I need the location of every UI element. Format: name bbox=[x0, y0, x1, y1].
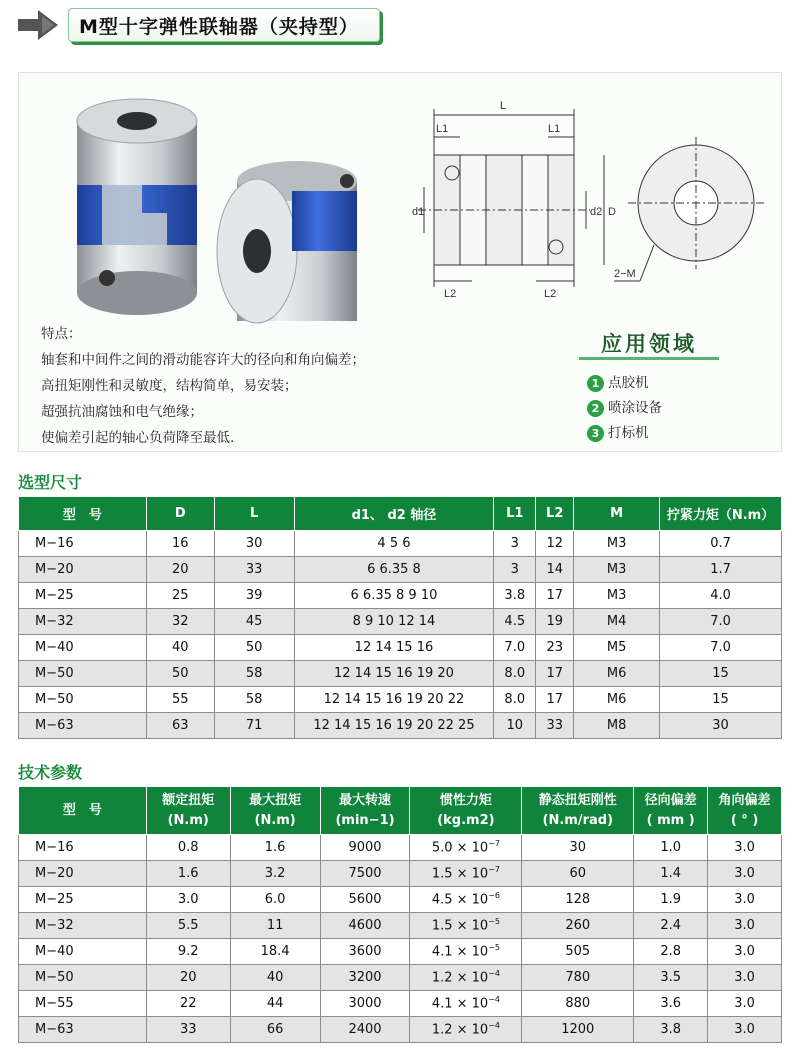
model-cell: M−16 bbox=[19, 531, 147, 557]
table-cell: 2400 bbox=[320, 1017, 410, 1043]
table-cell: 18.4 bbox=[230, 939, 320, 965]
table-row bbox=[19, 687, 782, 713]
inertia-base: 4.1 × 10 bbox=[431, 996, 489, 1012]
table-row bbox=[19, 939, 782, 965]
table-row bbox=[19, 583, 782, 609]
table-cell: 30 bbox=[214, 531, 294, 557]
header-line: 最大扭矩 bbox=[249, 792, 302, 808]
table-cell: M3 bbox=[574, 583, 660, 609]
selection-title: 选型尺寸 bbox=[18, 473, 83, 492]
feature-panel bbox=[18, 72, 782, 452]
header-line: 角向偏差 bbox=[718, 792, 771, 808]
application-label: 点胶机 bbox=[608, 375, 649, 391]
table-cell: M4 bbox=[574, 609, 660, 635]
table-row bbox=[19, 635, 782, 661]
table-cell: 40 bbox=[230, 965, 320, 991]
table-cell: 30 bbox=[660, 713, 782, 739]
column-header bbox=[410, 787, 522, 835]
table-cell: 33 bbox=[536, 713, 574, 739]
feature-item: 高扭矩刚性和灵敏度，结构简单，易安装； bbox=[41, 378, 298, 394]
table-row bbox=[19, 965, 782, 991]
label-L2-left: L2 bbox=[444, 288, 457, 300]
model-cell: M−32 bbox=[19, 609, 147, 635]
table-cell: 30 bbox=[522, 835, 634, 861]
table-cell: 3.0 bbox=[708, 965, 782, 991]
table-cell: 4.5 bbox=[494, 609, 536, 635]
inertia-base: 1.2 × 10 bbox=[431, 970, 489, 986]
product-photo bbox=[47, 93, 377, 333]
table-cell: 3200 bbox=[320, 965, 410, 991]
column-header bbox=[634, 787, 708, 835]
inertia-base: 1.5 × 10 bbox=[431, 866, 489, 882]
application-item bbox=[587, 371, 662, 396]
inertia-exponent: −5 bbox=[488, 917, 500, 927]
table-row bbox=[19, 557, 782, 583]
table-cell: 1200 bbox=[522, 1017, 634, 1043]
table-cell: M5 bbox=[574, 635, 660, 661]
table-cell: 71 bbox=[214, 713, 294, 739]
specs-table bbox=[18, 786, 782, 1043]
inertia-base: 4.1 × 10 bbox=[431, 944, 489, 960]
table-cell: M6 bbox=[574, 661, 660, 687]
inertia-cell bbox=[410, 991, 522, 1017]
table-cell: 63 bbox=[146, 713, 214, 739]
table-cell: 260 bbox=[522, 913, 634, 939]
label-d1: d1 bbox=[412, 206, 425, 218]
header-line: 径向偏差 bbox=[644, 792, 697, 808]
table-cell: 3 bbox=[494, 531, 536, 557]
label-d2: d2 bbox=[590, 206, 603, 218]
table-cell: 12 14 15 16 19 20 bbox=[294, 661, 494, 687]
table-cell: 8 9 10 12 14 bbox=[294, 609, 494, 635]
header-unit: (kg.m2) bbox=[437, 812, 495, 828]
inertia-base: 4.5 × 10 bbox=[431, 892, 489, 908]
number-badge: 2 bbox=[587, 400, 604, 417]
inertia-exponent: −4 bbox=[488, 995, 500, 1005]
table-cell: 16 bbox=[146, 531, 214, 557]
table-cell: 12 14 15 16 bbox=[294, 635, 494, 661]
table-cell: 3.0 bbox=[708, 913, 782, 939]
table-row bbox=[19, 991, 782, 1017]
header-unit: (min−1) bbox=[335, 812, 395, 828]
table-cell: 55 bbox=[146, 687, 214, 713]
table-cell: 50 bbox=[214, 635, 294, 661]
title-box bbox=[68, 8, 380, 42]
column-header bbox=[522, 787, 634, 835]
model-cell: M−16 bbox=[19, 835, 147, 861]
inertia-cell bbox=[410, 965, 522, 991]
inertia-exponent: −7 bbox=[488, 865, 500, 875]
inertia-base: 1.5 × 10 bbox=[431, 918, 489, 934]
table-cell: 3 bbox=[494, 557, 536, 583]
column-header bbox=[320, 787, 410, 835]
table-cell: 3.2 bbox=[230, 861, 320, 887]
table-cell: 6 6.35 8 9 10 bbox=[294, 583, 494, 609]
table-row bbox=[19, 835, 782, 861]
table-cell: 8.0 bbox=[494, 661, 536, 687]
column-header bbox=[19, 787, 147, 835]
table-cell: 2.8 bbox=[634, 939, 708, 965]
model-cell: M−50 bbox=[19, 687, 147, 713]
column-header: L2 bbox=[536, 497, 574, 531]
table-cell: 3.5 bbox=[634, 965, 708, 991]
table-cell: 22 bbox=[146, 991, 230, 1017]
number-badge: 3 bbox=[587, 425, 604, 442]
inertia-exponent: −7 bbox=[488, 839, 500, 849]
header-unit: ( ° ) bbox=[730, 812, 759, 828]
features-list bbox=[41, 321, 365, 451]
column-header: 型 号 bbox=[19, 497, 147, 531]
table-cell: 7.0 bbox=[660, 609, 782, 635]
label-L2-right: L2 bbox=[544, 288, 557, 300]
application-label: 喷涂设备 bbox=[608, 400, 662, 416]
table-cell: 7500 bbox=[320, 861, 410, 887]
table-cell: 1.6 bbox=[146, 861, 230, 887]
table-cell: 45 bbox=[214, 609, 294, 635]
table-row bbox=[19, 1017, 782, 1043]
inertia-cell bbox=[410, 913, 522, 939]
dimension-drawing bbox=[414, 95, 769, 305]
number-badge: 1 bbox=[587, 375, 604, 392]
inertia-exponent: −4 bbox=[488, 1021, 500, 1031]
inertia-cell bbox=[410, 835, 522, 861]
column-header: L1 bbox=[494, 497, 536, 531]
table-cell: 3.0 bbox=[708, 991, 782, 1017]
table-cell: 9000 bbox=[320, 835, 410, 861]
inertia-cell bbox=[410, 939, 522, 965]
table-cell: 20 bbox=[146, 965, 230, 991]
specs-title: 技术参数 bbox=[18, 763, 83, 782]
column-header: d1、 d2 轴径 bbox=[294, 497, 494, 531]
model-cell: M−25 bbox=[19, 583, 147, 609]
feature-item: 轴套和中间件之间的滑动能容许大的径向和角向偏差； bbox=[41, 352, 365, 368]
table-cell: 505 bbox=[522, 939, 634, 965]
label-M: 2−M bbox=[614, 268, 636, 280]
table-cell: 4600 bbox=[320, 913, 410, 939]
table-cell: M6 bbox=[574, 687, 660, 713]
table-cell: 8.0 bbox=[494, 687, 536, 713]
model-cell: M−40 bbox=[19, 635, 147, 661]
table-cell: 9.2 bbox=[146, 939, 230, 965]
table-cell: 12 bbox=[536, 531, 574, 557]
table-row bbox=[19, 887, 782, 913]
table-cell: 23 bbox=[536, 635, 574, 661]
table-cell: 7.0 bbox=[494, 635, 536, 661]
table-cell: 20 bbox=[146, 557, 214, 583]
table-cell: 3000 bbox=[320, 991, 410, 1017]
model-cell: M−63 bbox=[19, 713, 147, 739]
page-header bbox=[18, 6, 778, 42]
table-cell: 15 bbox=[660, 687, 782, 713]
model-cell: M−55 bbox=[19, 991, 147, 1017]
model-cell: M−32 bbox=[19, 913, 147, 939]
page-title: M型十字弹性联轴器（夹持型） bbox=[79, 15, 359, 38]
table-cell: 33 bbox=[214, 557, 294, 583]
table-row bbox=[19, 713, 782, 739]
label-L1-right: L1 bbox=[548, 123, 561, 135]
table-cell: 5600 bbox=[320, 887, 410, 913]
table-cell: 32 bbox=[146, 609, 214, 635]
inertia-cell bbox=[410, 861, 522, 887]
table-cell: 58 bbox=[214, 661, 294, 687]
model-cell: M−63 bbox=[19, 1017, 147, 1043]
table-cell: 6.0 bbox=[230, 887, 320, 913]
table-cell: 128 bbox=[522, 887, 634, 913]
table-row bbox=[19, 861, 782, 887]
header-line: 额定扭矩 bbox=[162, 792, 215, 808]
table-cell: 12 14 15 16 19 20 22 bbox=[294, 687, 494, 713]
model-cell: M−40 bbox=[19, 939, 147, 965]
model-cell: M−50 bbox=[19, 661, 147, 687]
table-cell: 3.0 bbox=[146, 887, 230, 913]
table-cell: 17 bbox=[536, 661, 574, 687]
table-cell: M3 bbox=[574, 557, 660, 583]
application-item bbox=[587, 421, 662, 446]
table-cell: 12 14 15 16 19 20 22 25 bbox=[294, 713, 494, 739]
inertia-cell bbox=[410, 1017, 522, 1043]
arrow-right-icon bbox=[18, 10, 62, 40]
table-cell: 5.5 bbox=[146, 913, 230, 939]
table-cell: 3.0 bbox=[708, 939, 782, 965]
header-unit: (N.m) bbox=[254, 812, 296, 828]
model-cell: M−50 bbox=[19, 965, 147, 991]
label-L: L bbox=[500, 100, 507, 112]
model-cell: M−25 bbox=[19, 887, 147, 913]
table-cell: 1.4 bbox=[634, 861, 708, 887]
table-cell: 880 bbox=[522, 991, 634, 1017]
table-cell: 58 bbox=[214, 687, 294, 713]
table-cell: 1.9 bbox=[634, 887, 708, 913]
table-cell: 7.0 bbox=[660, 635, 782, 661]
inertia-exponent: −4 bbox=[488, 969, 500, 979]
header-line: 惯性力矩 bbox=[439, 792, 492, 808]
inertia-exponent: −5 bbox=[488, 943, 500, 953]
application-label: 打标机 bbox=[608, 425, 649, 441]
column-header: 拧紧力矩（N.m） bbox=[660, 497, 782, 531]
column-header: L bbox=[214, 497, 294, 531]
table-cell: 1.7 bbox=[660, 557, 782, 583]
table-cell: 39 bbox=[214, 583, 294, 609]
header-line: 静态扭矩刚性 bbox=[538, 792, 617, 808]
label-L1-left: L1 bbox=[436, 123, 449, 135]
table-cell: 44 bbox=[230, 991, 320, 1017]
table-cell: 3.6 bbox=[634, 991, 708, 1017]
column-header: M bbox=[574, 497, 660, 531]
applications-list bbox=[587, 371, 662, 446]
table-cell: 3600 bbox=[320, 939, 410, 965]
feature-item: 使偏差引起的轴心负荷降至最低. bbox=[41, 430, 235, 446]
table-cell: 4 5 6 bbox=[294, 531, 494, 557]
header-line: 最大转速 bbox=[339, 792, 392, 808]
table-cell: 3.0 bbox=[708, 887, 782, 913]
column-header bbox=[146, 787, 230, 835]
table-cell: 3.0 bbox=[708, 861, 782, 887]
column-header bbox=[708, 787, 782, 835]
table-cell: 3.0 bbox=[708, 835, 782, 861]
applications-title: 应用领域 bbox=[579, 328, 719, 360]
column-header: D bbox=[146, 497, 214, 531]
header-line: 型 号 bbox=[62, 802, 102, 818]
table-cell: 25 bbox=[146, 583, 214, 609]
features-heading: 特点： bbox=[41, 326, 82, 342]
table-row bbox=[19, 661, 782, 687]
table-cell: 19 bbox=[536, 609, 574, 635]
table-cell: 0.7 bbox=[660, 531, 782, 557]
table-row bbox=[19, 609, 782, 635]
table-cell: 50 bbox=[146, 661, 214, 687]
header-unit: (N.m) bbox=[167, 812, 209, 828]
inertia-exponent: −6 bbox=[488, 891, 500, 901]
table-cell: 0.8 bbox=[146, 835, 230, 861]
table-cell: 11 bbox=[230, 913, 320, 939]
model-cell: M−20 bbox=[19, 861, 147, 887]
table-row bbox=[19, 531, 782, 557]
table-cell: 66 bbox=[230, 1017, 320, 1043]
inertia-base: 1.2 × 10 bbox=[431, 1022, 489, 1038]
feature-item: 超强抗油腐蚀和电气绝缘； bbox=[41, 404, 203, 420]
table-cell: 3.0 bbox=[708, 1017, 782, 1043]
table-row bbox=[19, 913, 782, 939]
application-item bbox=[587, 396, 662, 421]
table-cell: 3.8 bbox=[494, 583, 536, 609]
model-cell: M−20 bbox=[19, 557, 147, 583]
inertia-base: 5.0 × 10 bbox=[431, 840, 489, 856]
table-cell: 3.8 bbox=[634, 1017, 708, 1043]
table-cell: 33 bbox=[146, 1017, 230, 1043]
header-unit: (N.m/rad) bbox=[542, 812, 614, 828]
table-cell: M3 bbox=[574, 531, 660, 557]
table-cell: 14 bbox=[536, 557, 574, 583]
table-cell: 17 bbox=[536, 583, 574, 609]
table-cell: 10 bbox=[494, 713, 536, 739]
table-cell: 6 6.35 8 bbox=[294, 557, 494, 583]
table-cell: 2.4 bbox=[634, 913, 708, 939]
table-cell: 780 bbox=[522, 965, 634, 991]
header-unit: ( mm ) bbox=[646, 812, 695, 828]
inertia-cell bbox=[410, 887, 522, 913]
table-cell: 15 bbox=[660, 661, 782, 687]
table-cell: M8 bbox=[574, 713, 660, 739]
table-cell: 4.0 bbox=[660, 583, 782, 609]
table-cell: 40 bbox=[146, 635, 214, 661]
table-cell: 60 bbox=[522, 861, 634, 887]
label-D: D bbox=[608, 206, 616, 218]
table-cell: 1.0 bbox=[634, 835, 708, 861]
column-header bbox=[230, 787, 320, 835]
selection-table bbox=[18, 496, 782, 739]
table-cell: 17 bbox=[536, 687, 574, 713]
table-cell: 1.6 bbox=[230, 835, 320, 861]
